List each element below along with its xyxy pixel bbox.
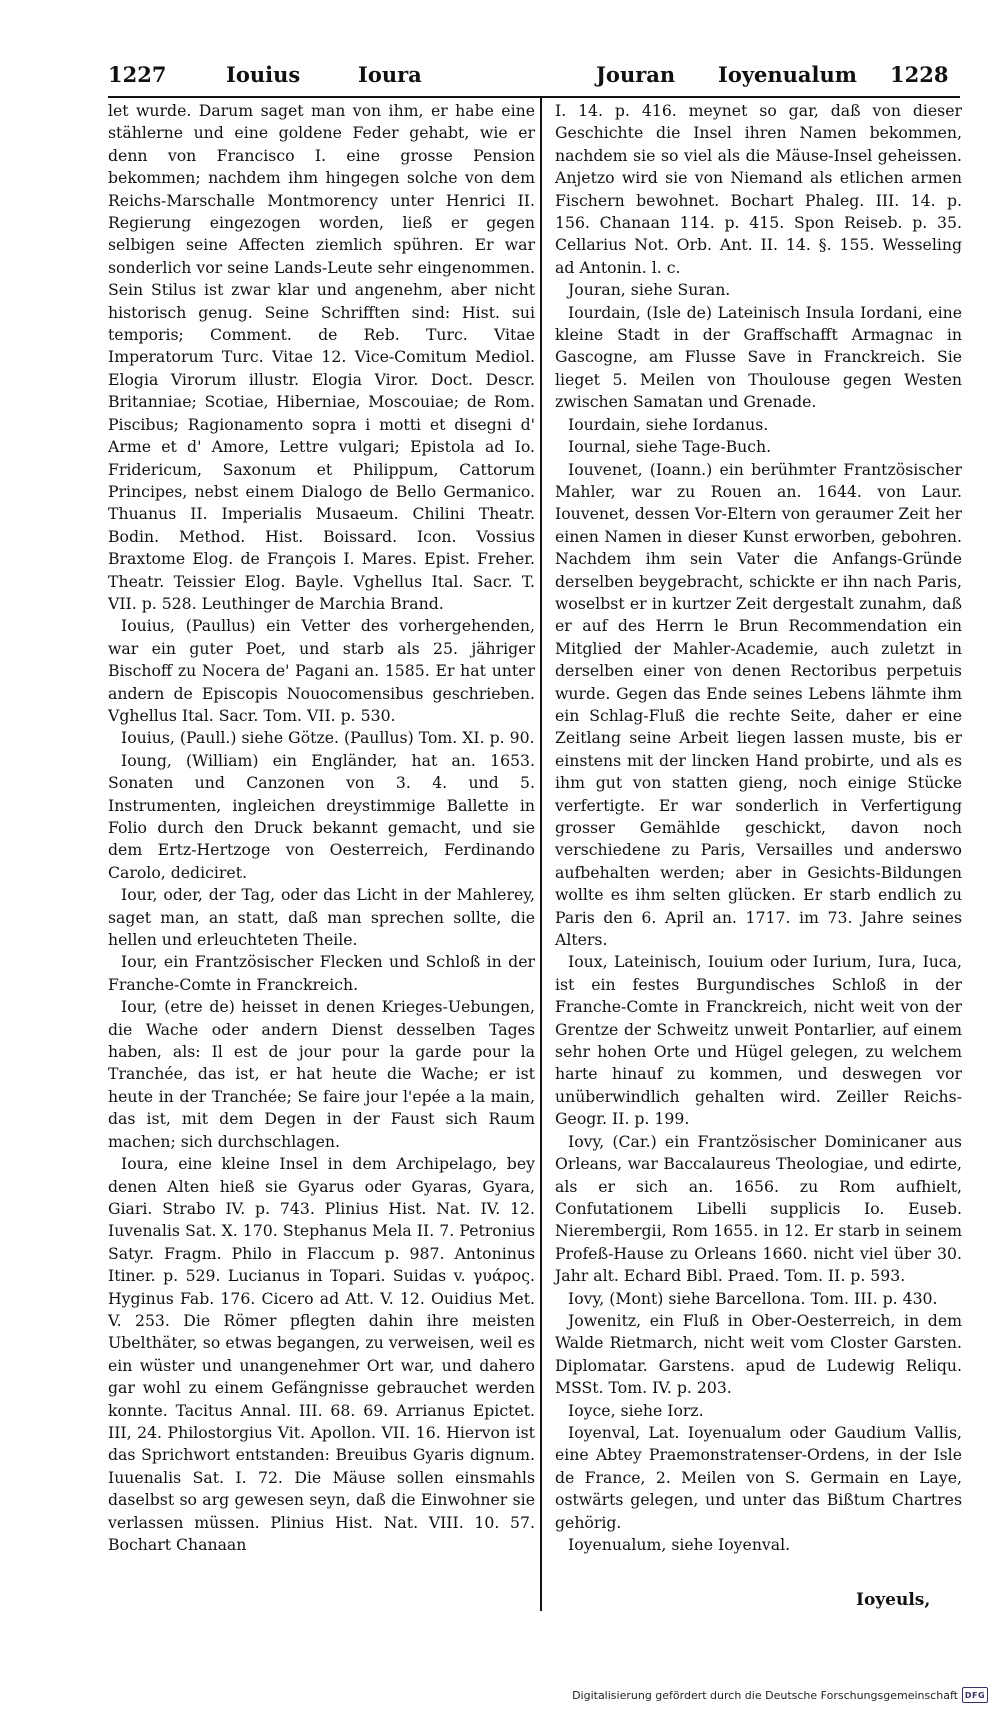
entry-paragraph: Jowenitz, ein Fluß in Ober-Oesterreich, in dem Walde Rietmarch, nicht weit vom Closter Garsten. Diplomatar. Garstens. apud de Ludewig Reliqu. MSSt. Tom. IV. p. 203. <box>555 1310 962 1398</box>
entry-paragraph: Iouvenet, (Ioann.) ein berühmter Frantzösischer Mahler, war zu Rouen an. 1644. von Laur. Iouvenet, dessen Vor-Eltern von geraumer Zeit her einen Namen in dieser Kunst erworben, gebohren. Nachdem ihm sein Vater die Anfangs-Gründe derselben beygebracht, schickte er ihn nach Paris, woselbst er in kurtzer Zeit dergestalt zunahm, daß er auf des Herrn le Brun Recommendation ein Mitglied der Mahler-Academie, auch zuletzt in derselben einer von denen Rectoribus perpetuis wurde. Gegen das Ende seines Lebens lähmte ihm ein Schlag-Fluß die rechte Seite, daher er eine Zeitlang seine Arbeit liegen lassen muste, bis er einstens mit der lincken Hand probirte, und als es ihm gut von statten gieng, noch einige Stücke verfertigte. Er war sonderlich in Verfertigung grosser Gemählde geschickt, davon noch verschiedene zu Paris, Versailles und anderswo aufbehalten werden; aber in Gesichts-Bildungen wollte es ihm selten glücken. Er starb endlich zu Paris den 6. April an. 1717. im 73. Jahre seines Alters. <box>555 459 962 950</box>
entry-paragraph: Ioung, (William) ein Engländer, hat an. 1653. Sonaten und Canzonen von 3. 4. und 5. Instrumenten, ingleichen dreystimmige Ballette in Folio durch den Druck bekannt gemacht, und sie dem Ertz-Hertzoge von Oesterreich, Ferdinando Carolo, dediciret. <box>108 750 535 882</box>
entry-paragraph: Iovy, (Mont) siehe Barcellona. Tom. III. p. 430. <box>568 1288 938 1308</box>
entry-paragraph: Iour, (etre de) heisset in denen Krieges-Uebungen, die Wache oder andern Dienst desselben Tages haben, als: Il est de jour pour la garde pour la Tranchée, das ist, er hat heute die Wache; er ist heute in der Tranchée; Se faire jour l'epée a la main, das ist, mit dem Degen in der Faust sich Raum machen; sich durchschlagen. <box>108 997 535 1151</box>
running-header <box>108 62 958 92</box>
column-divider <box>540 98 542 1611</box>
footer-credit: Digitalisierung gefördert durch die Deutsche Forschungsgemeinschaft <box>572 1688 958 1702</box>
entry-paragraph: Ioyenval, Lat. Ioyenualum oder Gaudium Vallis, eine Abtey Praemonstratenser-Ordens, in der Isle de France, 2. Meilen von S. Germain en Laye, ostwärts gelegen, und unter das Bißtum Chartres gehörig. <box>555 1422 962 1532</box>
right-column <box>555 100 962 1556</box>
entry-paragraph: Iournal, siehe Tage-Buch. <box>568 437 772 457</box>
entry-paragraph: I. 14. p. 416. meynet so gar, daß von dieser Geschichte die Insel ihren Namen bekommen, nachdem sie so viel als die Mäuse-Insel geheissen. Anjetzo wird sie von Niemand als etlichen armen Fischern bewohnet. Bochart Phaleg. III. 14. p. 156. Chanaan 114. p. 415. Spon Reiseb. p. 35. Cellarius Not. Orb. Ant. II. 14. §. 155. Wesseling ad Antonin. l. c. <box>555 101 962 277</box>
left-column <box>108 100 535 1556</box>
entry-paragraph: Iourdain, siehe Iordanus. <box>568 414 769 434</box>
entry-paragraph: Iouius, (Paull.) siehe Götze. (Paullus) Tom. XI. p. 90. <box>121 728 535 748</box>
entry-paragraph: Jouran, siehe Suran. <box>568 280 731 300</box>
entry-paragraph: Ioyce, siehe Iorz. <box>568 1400 704 1420</box>
entry-paragraph: Ioyenualum, siehe Ioyenval. <box>568 1535 791 1554</box>
entry-paragraph: Iovy, (Car.) ein Frantzösischer Dominicaner aus Orleans, war Baccalaureus Theologiae, und edirte, als er sich an. 1656. zu Rom aufhielt, Confutationem Libelli supplicis Io. Euseb. Nierembergii, Rom 1655. in 12. Er starb in seinem Profeß-Hause zu Orleans 1660. nicht viel über 30. Jahr alt. Echard Bibl. Praed. Tom. II. p. 593. <box>555 1131 962 1286</box>
header-rule <box>108 96 960 98</box>
entry-paragraph: Iourdain, (Isle de) Lateinisch Insula Iordani, eine kleine Stadt in der Graffschafft Armagnac in Gascogne, am Flusse Save in Franckreich. Sie lieget 5. Meilen von Thoulouse gegen Westen zwischen Samatan und Grenade. <box>555 302 962 412</box>
entry-paragraph: let wurde. Darum saget man von ihm, er habe eine stählerne und eine goldene Feder gehabt, wie er denn von Francisco I. eine grosse Pension bekommen; nachdem ihm hingegen solche von dem Reichs-Marschalle Montmorency unter Henrici II. Regierung eingezogen worden, ließ er gegen selbigen seine Affecten ziemlich spühren. Er war sonderlich vor seine Lands-Leute sehr eingenommen. Sein Stilus ist zwar klar und angenehm, aber nicht historisch genug. Seine Schrifften sind: Hist. sui temporis; Comment. de Reb. Turc. Vitae Imperatorum Turc. Vitae 12. Vice-Comitum Mediol. Elogia Virorum illustr. Elogia Viror. Doct. Descr. Britanniae; Scotiae, Hiberniae, Moscouiae; de Rom. Piscibus; Ragionamento sopra i motti et disegni d' Arme et d' Amore, Lettre vulgari; Epistola ad Io. Fridericum, Saxonum et Philippum, Cattorum Principes, nebst einem Dialogo de Bello Germanico. Thuanus II. Imperialis Musaeum. Chilini Theatr. Bodin. Method. Hist. Boissard. Icon. Vossius Braxtome Elog. de François I. Mares. Epist. Freher. Theatr. Teissier Elog. Bayle. Vghellus Ital. Sacr. T. VII. p. 528. Leuthinger de Marchia Brand. <box>108 101 535 613</box>
head-word-right-1: Jouran <box>596 62 676 87</box>
dfg-logo-icon: DFG <box>962 1687 988 1703</box>
page-number-left: 1227 <box>108 62 167 87</box>
catchword: Ioyeuls, <box>856 1590 931 1610</box>
head-word-left-1: Iouius <box>226 62 301 87</box>
entry-paragraph: Ioura, eine kleine Insel in dem Archipelago, bey denen Alten hieß sie Gyarus oder Gyaras, Gyara, Giari. Strabo IV. p. 743. Plinius Hist. Nat. IV. 12. Iuvenalis Sat. X. 170. Stephanus Mela II. 7. Petronius Satyr. Fragm. Philo in Flaccum p. 987. Antoninus Itiner. p. 529. Lucianus in Topari. Suidas v. γυάρος. Hyginus Fab. 176. Cicero ad Att. V. 12. Ouidius Met. V. 253. Die Römer pflegten dahin ihre meisten Ubelthäter, so etwas begangen, zu verweisen, weil es ein wüster und unangenehmer Ort war, und dahero gar wohl zu einem Gefängnisse gebrauchet werden konnte. Tacitus Annal. III. 68. 69. Arrianus Epictet. III, 24. Philostorgius Vit. Apollon. VII. 16. Hiervon ist das Sprichwort entstanden: Breuibus Gyaris dignum. Iuuenalis Sat. I. 72. Die Mäuse sollen einsmahls daselbst so arg gewesen seyn, daß die Einwohner sie verlassen müssen. Plinius Hist. Nat. VIII. 10. 57. Bochart Chanaan <box>108 1154 535 1554</box>
entry-paragraph: Ioux, Lateinisch, Iouium oder Iurium, Iura, Iuca, ist ein festes Burgundisches Schloß in der Franche-Comte in Franckreich, nicht weit von der Grentze der Schweitz unweit Pontarlier, auf einem sehr hohen Orte und Hügel gelegen, zu welchem harte hinauf zu kommen, und deswegen vor unüberwindlich gehalten wird. Zeiller Reichs-Geogr. II. p. 199. <box>555 952 962 1129</box>
entry-paragraph: Iour, ein Frantzösischer Flecken und Schloß in der Franche-Comte in Franckreich. <box>108 952 535 994</box>
head-word-left-2: Ioura <box>358 62 422 87</box>
entry-paragraph: Iour, oder, der Tag, oder das Licht in der Mahlerey, saget man, an statt, daß man sprechen sollte, die hellen und erleuchteten Theile. <box>108 885 535 950</box>
entry-paragraph: Iouius, (Paullus) ein Vetter des vorhergehenden, war ein guter Poet, und starb als 25. jähriger Bischoff zu Nocera de' Pagani an. 1585. Er hat unter andern de Episcopis Nouocomensibus geschrieben. Vghellus Ital. Sacr. Tom. VII. p. 530. <box>108 616 535 725</box>
head-word-right-2: Ioyenualum <box>718 62 858 87</box>
digitization-footer <box>572 1683 988 1707</box>
page-number-right: 1228 <box>890 62 949 87</box>
